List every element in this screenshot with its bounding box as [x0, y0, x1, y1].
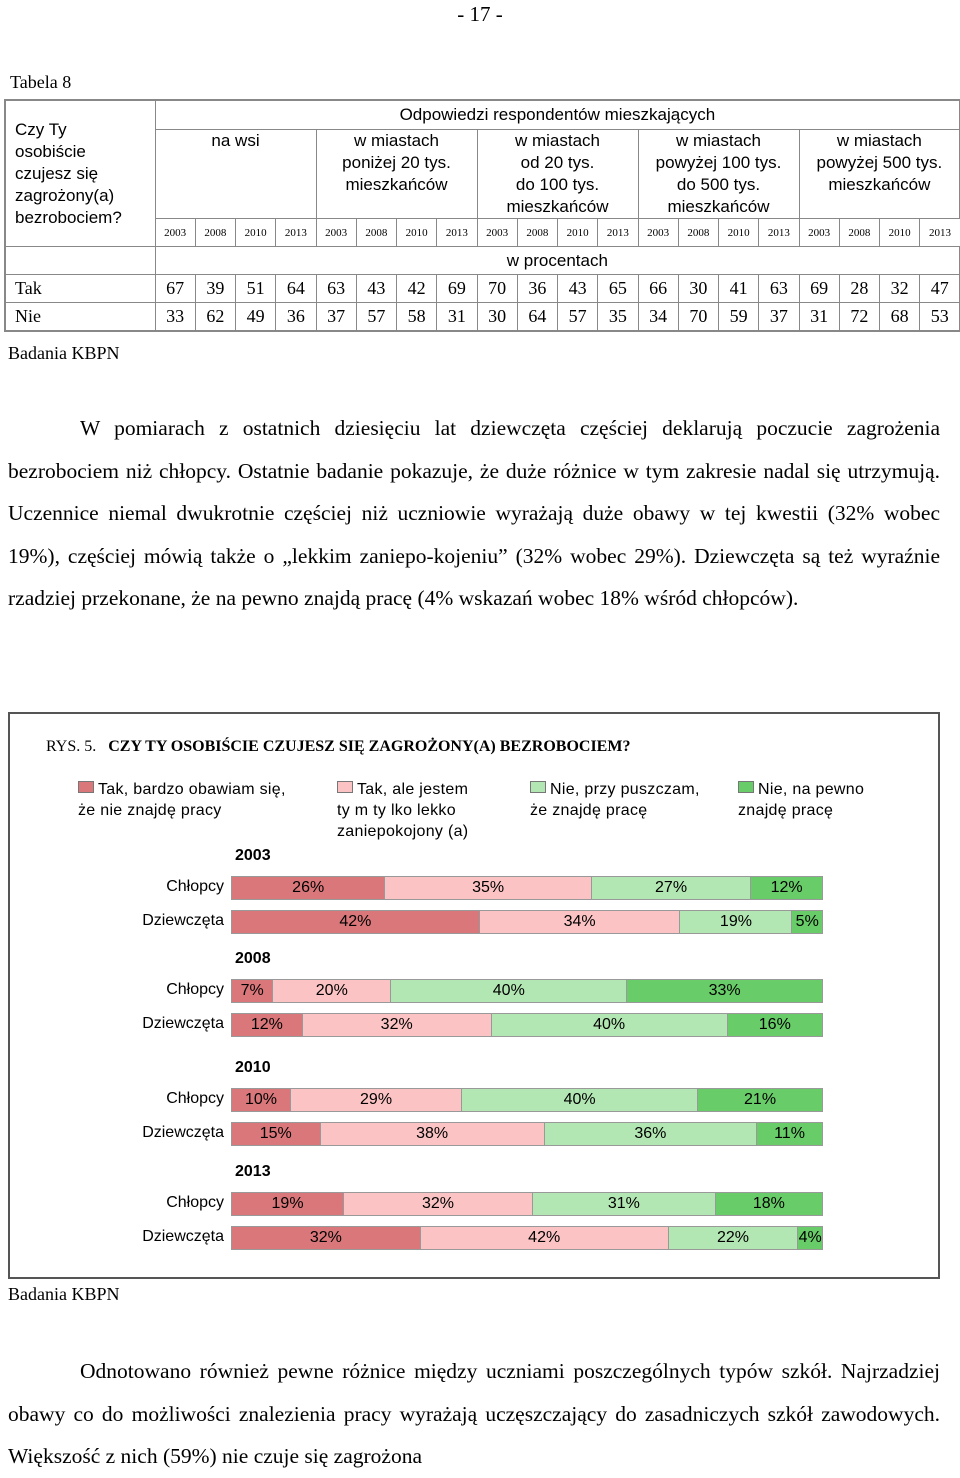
bar-segment: 32% — [303, 1014, 492, 1036]
legend-item — [738, 779, 864, 821]
table-cell: 31 — [799, 303, 839, 332]
legend-text: zaniepokojony (a) — [337, 823, 469, 840]
figure-source: Badania KBPN — [8, 1284, 120, 1304]
bar-segment: 19% — [232, 1193, 344, 1215]
year-label: 2003 — [235, 847, 271, 864]
legend-swatch — [530, 781, 546, 793]
group-label-line: w miastach — [353, 131, 440, 150]
question-line: osobiście — [15, 141, 86, 161]
question-line: zagrożony(a) — [15, 185, 115, 205]
table-cell: 64 — [517, 303, 557, 332]
year-cell: 2010 — [397, 219, 437, 247]
year-cell: 2010 — [236, 219, 276, 247]
bar-row-label: Dziewczęta — [142, 1124, 224, 1141]
table-cell: 59 — [719, 303, 759, 332]
table-cell: 31 — [437, 303, 477, 332]
table-row — [5, 275, 960, 303]
table-cell: 43 — [356, 275, 396, 303]
group-label-cell — [155, 130, 316, 219]
table-cell: 35 — [598, 303, 638, 332]
bar-segment: 21% — [698, 1089, 822, 1111]
table-cell: 53 — [920, 303, 960, 332]
stacked-bar — [231, 1192, 823, 1216]
bar-segment: 34% — [480, 911, 681, 933]
legend-text: że nie znajdę pracy — [78, 802, 222, 819]
legend-text: Tak, ale jestem — [337, 779, 468, 800]
unit-cell: w procentach — [155, 247, 960, 275]
year-cell: 2008 — [678, 219, 718, 247]
legend-item — [337, 779, 468, 842]
year-cell: 2013 — [759, 219, 799, 247]
group-label-line: na wsi — [211, 131, 260, 150]
bar-row-label: Chłopcy — [166, 1194, 224, 1211]
paragraph-1: W pomiarach z ostatnich dziesięciu lat dziewczęta częściej deklarują poczucie zagrożenia bezrobociem niż chłopcy. Ostatnie badanie pokazuje, że duże różnice w tym zakresie nadal się utrzymują. Uczennice niemal dwukrotnie częściej niż uczniowie wyrażają duże obawy w tej kwestii (32% wobec 19%), częściej mówią także o „lekkim zaniepo-kojeniu” (32% wobec 29%). Dziewczęta są też wyraźnie rzadziej przekonane, że na pewno znajdą pracę (4% wskazań wobec 18% wśród chłopców). — [8, 416, 940, 610]
table-cell: 37 — [759, 303, 799, 332]
stacked-bar — [231, 979, 823, 1003]
group-label-line: do 500 tys. — [676, 175, 761, 194]
figure-label: RYS. 5. — [46, 738, 97, 755]
table-cell: 36 — [276, 303, 316, 332]
table-cell: 39 — [195, 275, 235, 303]
year-cell: 2013 — [437, 219, 477, 247]
group-label-line: w miastach — [514, 131, 601, 150]
year-label: 2013 — [235, 1163, 271, 1180]
group-label-line: mieszkańców — [345, 175, 448, 194]
bar-segment: 42% — [232, 911, 480, 933]
table-cell: 57 — [558, 303, 598, 332]
table-cell: 28 — [839, 275, 879, 303]
table-cell: 36 — [517, 275, 557, 303]
bar-segment: 11% — [757, 1123, 822, 1145]
table-source: Badania KBPN — [8, 343, 120, 363]
stacked-bar — [231, 1122, 823, 1146]
table-cell: 32 — [880, 275, 920, 303]
row-label: Nie — [5, 303, 155, 332]
table-cell: 57 — [356, 303, 396, 332]
table-header-row — [5, 100, 960, 130]
table-cell: 68 — [880, 303, 920, 332]
group-header: Odpowiedzi respondentów mieszkających — [155, 100, 960, 130]
stacked-bar — [231, 876, 823, 900]
legend-item — [530, 779, 700, 821]
year-cell: 2013 — [920, 219, 960, 247]
legend-text: Nie, na pewno — [738, 779, 864, 800]
year-cell: 2010 — [558, 219, 598, 247]
table-cell: 42 — [397, 275, 437, 303]
row-label: Tak — [5, 275, 155, 303]
table-cell: 65 — [598, 275, 638, 303]
survey-table — [4, 99, 960, 332]
table-cell: 47 — [920, 275, 960, 303]
year-cell: 2010 — [719, 219, 759, 247]
bar-segment: 15% — [232, 1123, 321, 1145]
bar-segment: 22% — [669, 1227, 799, 1249]
table-cell: 70 — [678, 303, 718, 332]
year-cell: 2003 — [316, 219, 356, 247]
year-cell: 2003 — [155, 219, 195, 247]
bar-segment: 16% — [728, 1014, 822, 1036]
table-cell: 43 — [558, 275, 598, 303]
group-label-line: od 20 tys. — [520, 153, 595, 172]
table-cell: 58 — [397, 303, 437, 332]
unit-spacer — [5, 247, 155, 275]
table-cell: 72 — [839, 303, 879, 332]
bar-row-label: Dziewczęta — [142, 1228, 224, 1245]
table-cell: 69 — [799, 275, 839, 303]
table-cell: 70 — [477, 275, 517, 303]
bar-segment: 35% — [385, 877, 592, 899]
bar-segment: 38% — [321, 1123, 545, 1145]
table-cell: 41 — [719, 275, 759, 303]
table-cell: 62 — [195, 303, 235, 332]
table-cell: 63 — [316, 275, 356, 303]
bar-segment: 32% — [232, 1227, 421, 1249]
group-label-cell — [638, 130, 799, 219]
bar-segment: 27% — [592, 877, 751, 899]
legend-swatch — [738, 781, 754, 793]
bar-segment: 31% — [533, 1193, 716, 1215]
bar-segment: 10% — [232, 1089, 291, 1111]
year-label: 2010 — [235, 1059, 271, 1076]
legend-text: że znajdę pracę — [530, 802, 648, 819]
unit-row — [5, 247, 960, 275]
table-cell: 34 — [638, 303, 678, 332]
year-cell: 2008 — [356, 219, 396, 247]
bar-segment: 12% — [232, 1014, 303, 1036]
bar-segment: 40% — [391, 980, 627, 1002]
legend-text: znajdę pracę — [738, 802, 834, 819]
bar-segment: 40% — [492, 1014, 728, 1036]
table-caption: Tabela 8 — [10, 72, 72, 92]
table-cell: 51 — [236, 275, 276, 303]
table-cell: 69 — [437, 275, 477, 303]
bar-row-label: Dziewczęta — [142, 912, 224, 929]
legend-text: Tak, bardzo obawiam się, — [78, 779, 286, 800]
stacked-bar — [231, 1226, 823, 1250]
year-cell: 2003 — [638, 219, 678, 247]
group-label-line: mieszkańców — [506, 197, 609, 216]
year-label: 2008 — [235, 950, 271, 967]
legend-text: ty m ty lko lekko — [337, 802, 456, 819]
bar-segment: 26% — [232, 877, 385, 899]
group-label-line: powyżej 100 tys. — [655, 153, 782, 172]
bar-segment: 40% — [462, 1089, 698, 1111]
year-cell: 2010 — [880, 219, 920, 247]
figure-title: RYS. 5. CZY TY OSOBIŚCIE CZUJESZ SIĘ ZAGROŻONY(A) BEZROBOCIEM? — [46, 738, 631, 755]
group-label-line: poniżej 20 tys. — [342, 153, 451, 172]
page-number: - 17 - — [457, 2, 503, 26]
table-row — [5, 303, 960, 332]
question-line: bezrobociem? — [15, 207, 122, 227]
year-cell: 2013 — [598, 219, 638, 247]
year-cell: 2008 — [195, 219, 235, 247]
bar-segment: 7% — [232, 980, 273, 1002]
bar-segment: 29% — [291, 1089, 462, 1111]
question-cell — [5, 100, 155, 247]
group-label-line: mieszkańców — [667, 197, 770, 216]
table-cell: 67 — [155, 275, 195, 303]
bar-row-label: Chłopcy — [166, 1090, 224, 1107]
question-line: Czy Ty — [15, 119, 67, 139]
year-cell: 2008 — [839, 219, 879, 247]
bar-segment: 4% — [798, 1227, 822, 1249]
stacked-bar — [231, 1013, 823, 1037]
bar-segment: 36% — [545, 1123, 757, 1145]
table-cell: 64 — [276, 275, 316, 303]
bar-segment: 33% — [627, 980, 822, 1002]
group-label-cell — [316, 130, 477, 219]
group-label-line: w miastach — [836, 131, 922, 150]
legend-item — [78, 779, 286, 821]
year-cell: 2003 — [799, 219, 839, 247]
paragraph-2: Odnotowano również pewne różnice między uczniami poszczególnych typów szkół. Najrzadziej obawy co do możliwości znalezienia pracy wyrażają uczęszczający do zasadniczych szkół zawodowych. Większość z nich (59%) nie czuje się zagrożona — [8, 1359, 940, 1468]
group-label-line: do 100 tys. — [515, 175, 600, 194]
year-cell: 2013 — [276, 219, 316, 247]
legend-swatch — [78, 781, 94, 793]
bar-segment: 42% — [421, 1227, 669, 1249]
bar-segment: 20% — [273, 980, 391, 1002]
legend-swatch — [337, 781, 353, 793]
bar-row-label: Chłopcy — [166, 981, 224, 998]
group-label-cell — [799, 130, 960, 219]
table-cell: 30 — [477, 303, 517, 332]
bar-segment: 18% — [716, 1193, 822, 1215]
year-cell: 2008 — [517, 219, 557, 247]
stacked-bar — [231, 1088, 823, 1112]
bar-segment: 19% — [680, 911, 792, 933]
bar-segment: 5% — [792, 911, 822, 933]
table-cell: 37 — [316, 303, 356, 332]
table-cell: 49 — [236, 303, 276, 332]
legend-text: Nie, przy puszczam, — [530, 779, 700, 800]
table-cell: 30 — [678, 275, 718, 303]
table-cell: 63 — [759, 275, 799, 303]
group-label-cell — [477, 130, 638, 219]
year-cell: 2003 — [477, 219, 517, 247]
bar-row-label: Chłopcy — [166, 878, 224, 895]
table-cell: 33 — [155, 303, 195, 332]
bar-segment: 12% — [751, 877, 822, 899]
question-line: czujesz się — [15, 163, 99, 183]
group-label-line: mieszkańców — [828, 175, 931, 194]
group-label-line: powyżej 500 tys. — [816, 153, 943, 172]
table-cell: 66 — [638, 275, 678, 303]
stacked-bar — [231, 910, 823, 934]
bar-segment: 32% — [344, 1193, 533, 1215]
group-label-line: w miastach — [675, 131, 762, 150]
bar-row-label: Dziewczęta — [142, 1015, 224, 1032]
